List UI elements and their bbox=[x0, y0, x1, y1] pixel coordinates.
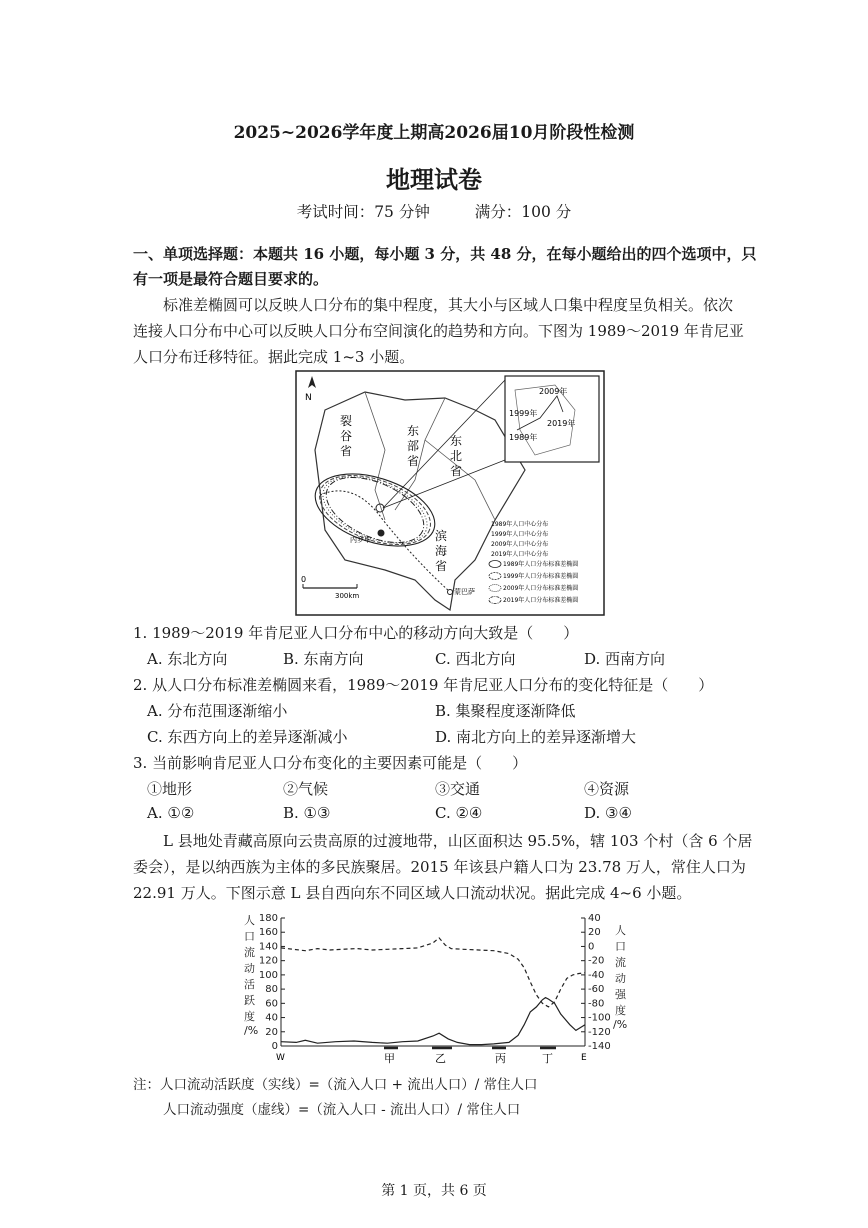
svg-text:省: 省 bbox=[435, 559, 448, 573]
exam-time: 考试时间：75 分钟 bbox=[296, 203, 430, 221]
scale-label: 300km bbox=[335, 592, 360, 600]
intro2-line3: 22.91 万人。下图示意 L 县自西向东不同区域人口流动状况。据此完成 4~6 小题。 bbox=[133, 884, 692, 902]
svg-text:2019年: 2019年 bbox=[547, 419, 576, 428]
svg-text:动: 动 bbox=[615, 972, 626, 985]
left-tick-label: 60 bbox=[265, 998, 278, 1010]
right-tick-label: -80 bbox=[588, 998, 605, 1010]
svg-text:裂: 裂 bbox=[340, 414, 353, 428]
svg-text:1999年人口分布标准差椭圆: 1999年人口分布标准差椭圆 bbox=[503, 573, 579, 580]
exam-header: 2025~2026学年度上期高2026届10月阶段性检测 bbox=[233, 123, 635, 143]
right-tick-label: 0 bbox=[588, 941, 595, 953]
full-score: 满分：100 分 bbox=[474, 203, 572, 221]
section-heading-line1: 一、单项选择题：本题共 16 小题，每小题 3 分，共 48 分，在每小题给出的四个选项中，只 bbox=[133, 245, 757, 263]
svg-text:2019年人口中心分布: 2019年人口中心分布 bbox=[491, 551, 549, 558]
intro1-line3: 人口分布迁移特征。据此完成 1~3 小题。 bbox=[133, 348, 415, 366]
svg-text:跃: 跃 bbox=[244, 994, 255, 1007]
q3-factor-1: ①地形 bbox=[147, 780, 193, 798]
north-label: N bbox=[305, 393, 312, 403]
svg-text:/%: /% bbox=[244, 1024, 259, 1037]
svg-text:度: 度 bbox=[244, 1010, 255, 1023]
svg-text:/%: /% bbox=[613, 1018, 628, 1031]
q2-option-b: B. 集聚程度逐渐降低 bbox=[435, 702, 576, 720]
svg-text:滨: 滨 bbox=[435, 529, 448, 543]
q3-factor-4: ④资源 bbox=[584, 780, 630, 798]
svg-text:人: 人 bbox=[244, 914, 255, 927]
q1-option-d: D. 西南方向 bbox=[584, 650, 666, 668]
activity-series-line bbox=[281, 998, 585, 1045]
left-tick-label: 180 bbox=[258, 913, 278, 924]
section-heading-line2: 有一项是最符合题目要求的。 bbox=[133, 270, 329, 288]
svg-text:北: 北 bbox=[450, 449, 463, 463]
q2-option-c: C. 东西方向上的差异逐渐减小 bbox=[147, 728, 348, 746]
q3-factor-2: ②气候 bbox=[283, 780, 329, 798]
svg-text:人: 人 bbox=[615, 924, 626, 937]
x-label-east: E bbox=[581, 1053, 587, 1063]
left-tick-label: 40 bbox=[265, 1012, 278, 1024]
page-footer: 第 1 页，共 6 页 bbox=[381, 1183, 487, 1199]
svg-text:0: 0 bbox=[301, 575, 307, 584]
mombasa-label: 蒙巴萨 bbox=[454, 588, 475, 596]
right-tick-label: -40 bbox=[588, 969, 605, 981]
q3-option-b: B. ①③ bbox=[283, 804, 331, 822]
left-tick-label: 80 bbox=[265, 984, 278, 996]
x-label-ding: 丁 bbox=[542, 1052, 553, 1065]
right-tick-label: -20 bbox=[588, 955, 605, 967]
svg-text:流: 流 bbox=[615, 956, 626, 969]
left-tick-label: 100 bbox=[258, 969, 278, 981]
right-tick-label: 20 bbox=[588, 927, 601, 939]
intro1-line2: 连接人口分布中心可以反映人口分布空间演化的趋势和方向。下图为 1989～2019 年肯尼亚 bbox=[133, 322, 744, 340]
x-label-bing: 丙 bbox=[495, 1052, 506, 1065]
nairobi-dot bbox=[378, 530, 385, 537]
right-tick-label: -140 bbox=[588, 1041, 611, 1052]
q1-option-c: C. 西北方向 bbox=[435, 650, 516, 668]
intro2-line1: L 县地处青藏高原向云贵高原的过渡地带，山区面积达 95.5%，辖 103 个村（含 6 个居 bbox=[163, 832, 753, 850]
q1-option-b: B. 东南方向 bbox=[283, 650, 364, 668]
q2-option-d: D. 南北方向上的差异逐渐增大 bbox=[435, 728, 637, 746]
right-tick-label: 40 bbox=[588, 913, 601, 924]
svg-text:动: 动 bbox=[244, 962, 255, 975]
q1-option-a: A. 东北方向 bbox=[147, 650, 228, 668]
svg-text:省: 省 bbox=[407, 454, 420, 468]
intro2-line2: 委会），是以纳西族为主体的多民族聚居。2015 年该县户籍人口为 23.78 万人，常住人口为 bbox=[133, 858, 746, 876]
q3-option-c: C. ②④ bbox=[435, 804, 483, 822]
svg-text:东: 东 bbox=[407, 424, 420, 438]
right-tick-label: -100 bbox=[588, 1012, 611, 1024]
svg-text:2009年: 2009年 bbox=[539, 387, 568, 396]
subject-title: 地理试卷 bbox=[386, 165, 482, 194]
left-tick-label: 160 bbox=[258, 927, 278, 939]
exam-info bbox=[0, 200, 868, 222]
svg-text:流: 流 bbox=[244, 946, 255, 959]
svg-text:海: 海 bbox=[435, 544, 448, 558]
svg-text:口: 口 bbox=[615, 940, 626, 953]
left-tick-label: 140 bbox=[258, 941, 278, 953]
intensity-series-line bbox=[281, 938, 585, 1007]
x-label-yi: 乙 bbox=[435, 1052, 446, 1065]
q3-option-d: D. ③④ bbox=[584, 804, 632, 822]
x-label-jia: 甲 bbox=[384, 1052, 395, 1065]
left-axis-label bbox=[244, 914, 258, 1037]
svg-text:口: 口 bbox=[244, 930, 255, 943]
q3-option-a: A. ①② bbox=[147, 804, 195, 822]
q3-factor-3: ③交通 bbox=[435, 780, 481, 798]
right-tick-label: -60 bbox=[588, 984, 605, 996]
svg-text:谷: 谷 bbox=[340, 429, 353, 443]
svg-text:东: 东 bbox=[450, 434, 463, 448]
right-tick-label: -120 bbox=[588, 1026, 611, 1038]
svg-text:2019年人口分布标准差椭圆: 2019年人口分布标准差椭圆 bbox=[503, 597, 579, 604]
svg-text:部: 部 bbox=[407, 439, 420, 453]
nairobi-label: 内罗毕 bbox=[350, 536, 371, 544]
x-label-west: W bbox=[276, 1053, 285, 1063]
q1-stem: 1. 1989～2019 年肯尼亚人口分布中心的移动方向大致是（ ） bbox=[133, 624, 579, 642]
svg-text:1989年人口中心分布: 1989年人口中心分布 bbox=[491, 521, 549, 528]
note-line1: 注：人口流动活跃度（实线）=（流入人口 + 流出人口）/ 常住人口 bbox=[133, 1077, 538, 1093]
intro1-line1: 标准差椭圆可以反映人口分布的集中程度，其大小与区域人口集中程度呈负相关。依次 bbox=[163, 296, 734, 314]
q3-stem: 3. 当前影响肯尼亚人口分布变化的主要因素可能是（ ） bbox=[133, 754, 528, 772]
q2-stem: 2. 从人口分布标准差椭圆来看，1989～2019 年肯尼亚人口分布的变化特征是（ ） bbox=[133, 676, 714, 694]
right-axis-label bbox=[613, 924, 627, 1031]
q2-option-a: A. 分布范围逐渐缩小 bbox=[147, 702, 288, 720]
svg-text:省: 省 bbox=[450, 464, 463, 478]
kenya-population-map bbox=[295, 370, 605, 616]
svg-text:2009年人口中心分布: 2009年人口中心分布 bbox=[491, 541, 549, 548]
left-tick-label: 0 bbox=[271, 1041, 278, 1052]
svg-text:1999年人口中心分布: 1999年人口中心分布 bbox=[491, 531, 549, 538]
left-tick-label: 120 bbox=[258, 955, 278, 967]
svg-text:2009年人口分布标准差椭圆: 2009年人口分布标准差椭圆 bbox=[503, 585, 579, 592]
note-line2: 人口流动强度（虚线）=（流入人口 - 流出人口）/ 常住人口 bbox=[163, 1102, 521, 1118]
svg-text:1989年: 1989年 bbox=[509, 433, 538, 442]
svg-text:活: 活 bbox=[244, 978, 255, 991]
svg-text:度: 度 bbox=[615, 1004, 626, 1017]
svg-text:1989年人口分布标准差椭圆: 1989年人口分布标准差椭圆 bbox=[503, 561, 579, 568]
svg-text:省: 省 bbox=[340, 444, 353, 458]
population-flow-chart bbox=[238, 910, 638, 1070]
svg-text:1999年: 1999年 bbox=[509, 409, 538, 418]
left-tick-label: 20 bbox=[265, 1026, 278, 1038]
svg-text:强: 强 bbox=[615, 988, 626, 1001]
